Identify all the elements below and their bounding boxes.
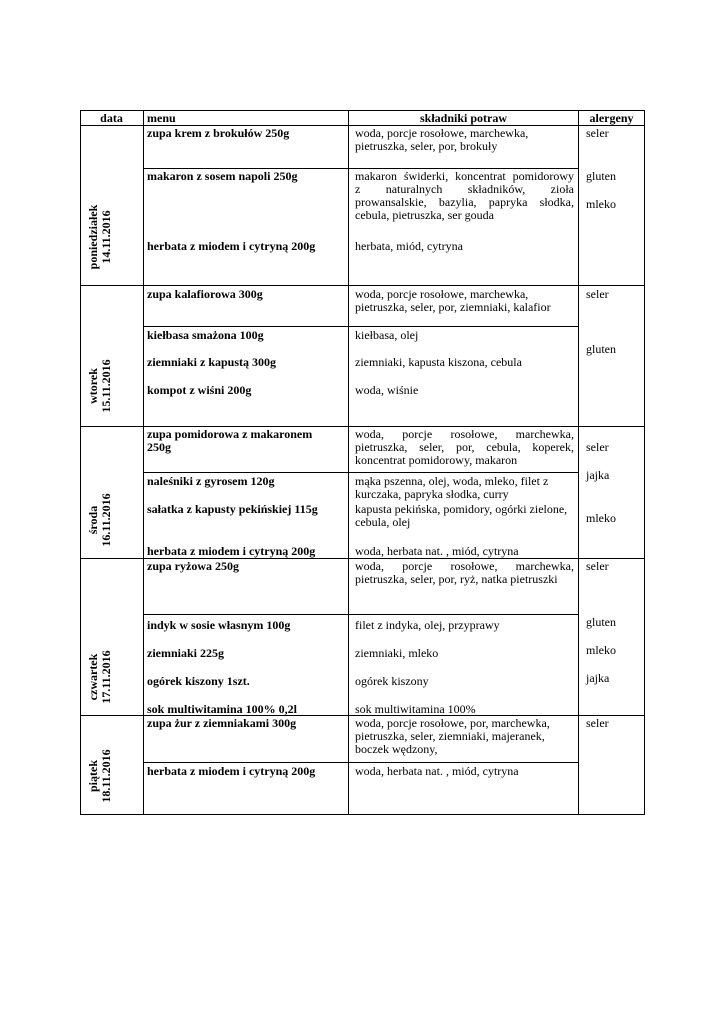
ingredients-cell: woda, herbata nat. , miód, cytryna (355, 544, 519, 558)
ingredients-cell: ziemniaki, kapusta kiszona, cebula (355, 355, 522, 369)
date: 18.11.2016 (99, 749, 113, 803)
ingredient-line: pietruszka, seler, por, cebula, koperek, (355, 440, 574, 454)
row-divider (143, 326, 578, 327)
ingredients-cell: ogórek kiszony (355, 674, 429, 688)
date: 15.11.2016 (99, 359, 113, 413)
ingredients-cell: kiełbasa, olej (355, 328, 419, 342)
ingredients-cell (355, 717, 574, 756)
menu-item: ziemniaki z kapustą 300g (147, 355, 277, 369)
ingredient-line: makaron świderki, koncentrat pomidorowy (355, 169, 574, 183)
allergen: gluten (586, 342, 616, 356)
ingredient-line: mąka pszenna, olej, woda, mleko, filet z (355, 474, 549, 488)
header-menu: menu (147, 111, 176, 125)
allergen: mleko (586, 511, 616, 525)
ingredients-cell (355, 503, 574, 529)
weekday: poniedziałek (86, 204, 100, 270)
table-border-right (644, 110, 645, 815)
menu-item: sałatka z kapusty pekińskiej 115g (147, 502, 318, 516)
header-ingredients: składniki potraw (419, 111, 508, 125)
ingredients-cell (355, 475, 574, 501)
ingredient-line: pietruszka, seler, ziemniaki, majeranek, (355, 729, 545, 743)
ingredient-line: woda, porcje rosołowe, por, marchewka, (355, 716, 550, 730)
ingredient-line: kurczaka, papryka słodka, curry (355, 487, 509, 501)
allergen: mleko (586, 197, 616, 211)
ingredient-line: koncentrat pomidorowy, makaron (355, 453, 518, 467)
allergen: seler (586, 440, 609, 454)
day-label (87, 741, 113, 811)
menu-item: herbata z miodem i cytryną 200g (147, 544, 316, 558)
menu-item: 250g (147, 440, 171, 454)
row-divider (143, 762, 578, 763)
ingredients-cell: sok multiwitamina 100% (355, 702, 476, 716)
weekday: wtorek (86, 368, 100, 404)
ingredient-line: woda, porcje rosołowe, marchewka, (355, 427, 574, 441)
ingredient-line: z naturalnych składników, zioła (355, 182, 574, 196)
ingredient-line: pietruszka, seler, por, ziemniaki, kalafior (355, 300, 551, 314)
ingredient-line: cebula, pietruszka, ser gouda (355, 208, 494, 222)
column-divider (143, 110, 144, 815)
ingredient-line: woda, porcje rosołowe, marchewka, (355, 287, 529, 301)
row-divider (143, 472, 578, 473)
allergen: gluten (586, 615, 616, 629)
ingredient-line: kapusta pekińska, pomidory, ogórki zielone, (355, 502, 568, 516)
weekday: czwartek (86, 653, 100, 701)
allergen: jajka (586, 468, 610, 482)
menu-item: ogórek kiszony 1szt. (147, 674, 250, 688)
ingredient-line: boczek wędzony, (355, 742, 438, 756)
ingredients-cell (355, 127, 574, 153)
allergen: seler (586, 126, 609, 140)
menu-item: zupa żur z ziemniakami 300g (147, 716, 297, 730)
ingredients-cell (355, 288, 574, 314)
ingredient-line: woda, porcje rosołowe, marchewka, (355, 126, 529, 140)
date: 16.11.2016 (99, 493, 113, 547)
ingredient-line: pietruszka, seler, por, brokuły (355, 139, 498, 153)
ingredient-line: pietruszka, seler, por, ryż, natka pietruszki (355, 572, 558, 586)
date: 14.11.2016 (99, 210, 113, 264)
menu-item: indyk w sosie własnym 100g (147, 618, 291, 632)
ingredients-cell: filet z indyka, olej, przyprawy (355, 618, 500, 632)
allergen: seler (586, 287, 609, 301)
day-label (87, 351, 113, 421)
menu-item: naleśniki z gyrosem 120g (147, 474, 275, 488)
ingredients-cell: woda, wiśnie (355, 383, 419, 397)
day-divider (80, 285, 645, 286)
allergen: seler (586, 559, 609, 573)
date: 17.11.2016 (99, 650, 113, 704)
weekday: środa (86, 505, 100, 535)
day-label (87, 192, 113, 282)
allergen: gluten (586, 169, 616, 183)
column-divider (578, 110, 579, 815)
menu-item: kiełbasa smażona 100g (147, 328, 264, 342)
allergen: seler (586, 716, 609, 730)
menu-item: herbata z miodem i cytryną 200g (147, 239, 316, 253)
menu-item: ziemniaki 225g (147, 646, 224, 660)
menu-item: zupa krem z brokułów 250g (147, 126, 290, 140)
ingredients-cell: ziemniaki, mleko (355, 646, 439, 660)
column-divider (348, 110, 349, 815)
day-label (87, 642, 113, 712)
menu-item: sok multiwitamina 100% 0,2l (147, 702, 298, 716)
header-date: data (100, 111, 123, 125)
ingredients-cell (355, 428, 574, 467)
menu-item: herbata z miodem i cytryną 200g (147, 764, 316, 778)
table-border-left (80, 110, 81, 815)
ingredient-line: woda, porcje rosołowe, marchewka, (355, 559, 574, 573)
menu-item: zupa pomidorowa z makaronem (147, 427, 313, 441)
menu-item: makaron z sosem napoli 250g (147, 169, 298, 183)
weekday: piątek (86, 760, 100, 793)
ingredients-cell: herbata, miód, cytryna (355, 239, 463, 253)
table-border-bottom (80, 814, 645, 815)
allergen: mleko (586, 643, 616, 657)
ingredient-line: cebula, olej (355, 515, 411, 529)
day-label (87, 485, 113, 555)
allergen: jajka (586, 671, 610, 685)
header-allergens: alergeny (589, 111, 634, 125)
ingredients-cell (355, 560, 574, 586)
ingredient-line: prowansalskie, bazylia, papryka słodka, (355, 195, 574, 209)
menu-item: zupa kalafiorowa 300g (147, 287, 263, 301)
menu-item: zupa ryżowa 250g (147, 559, 239, 573)
menu-item: kompot z wiśni 200g (147, 383, 252, 397)
row-divider (143, 614, 578, 615)
ingredients-cell (355, 170, 574, 222)
ingredients-cell: woda, herbata nat. , miód, cytryna (355, 764, 519, 778)
